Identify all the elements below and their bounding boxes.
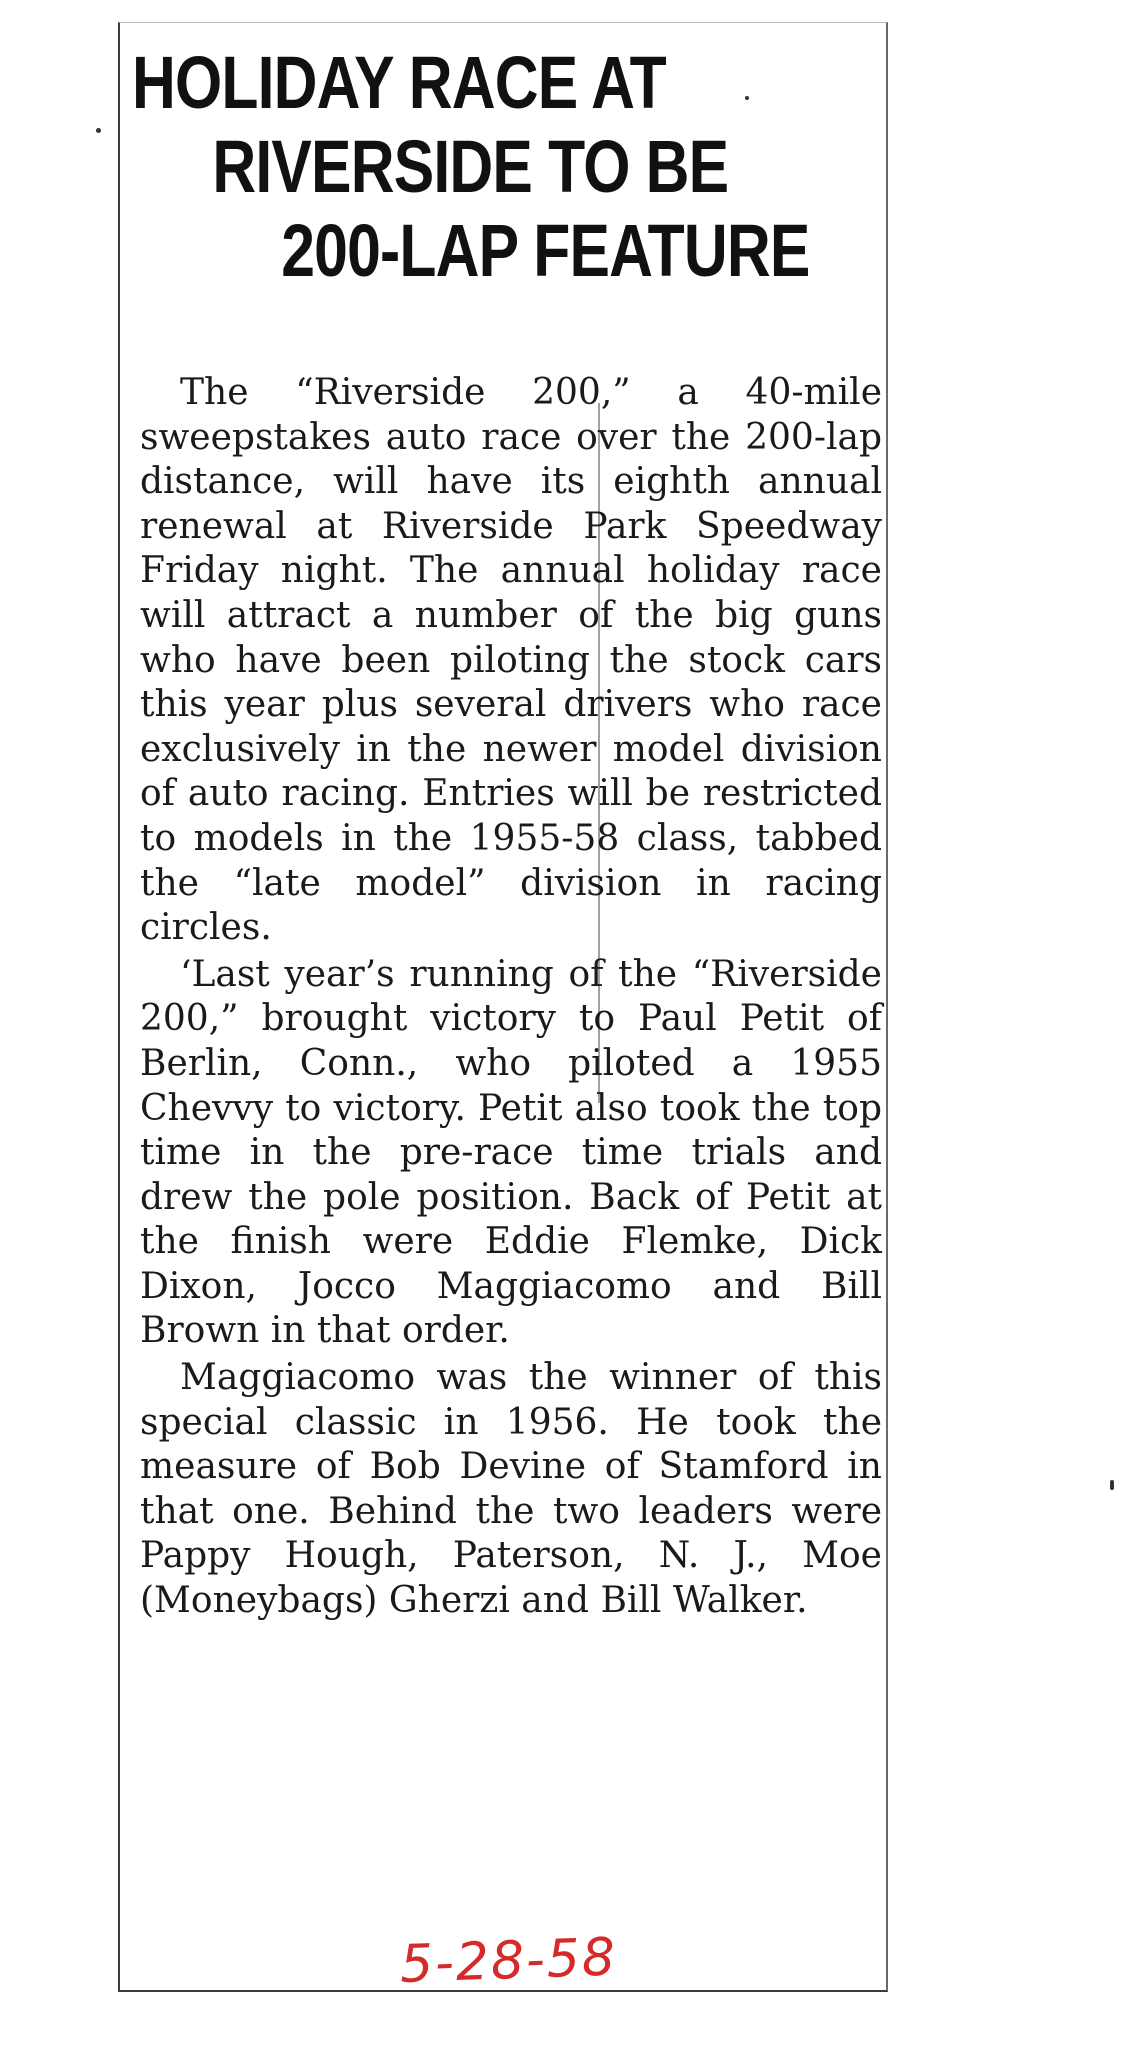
paragraph-2: ‘Last year’s running of the “Riverside 200,” brought victory to Paul Petit of Berlin, Conn., who piloted a 1955 Chevvy to victory. Petit also took the top time in the pre-race time trials and drew the pole position. Back of Petit at the finish were Eddie Flemke, Dick Dixon, Jocco Maggiacomo and Bill Brown in that order. bbox=[140, 953, 882, 1352]
headline-line-1: HOLIDAY RACE AT bbox=[132, 41, 666, 124]
article-body bbox=[140, 371, 882, 1624]
headline-line-2: RIVERSIDE TO BE bbox=[212, 125, 729, 208]
dust-speck bbox=[1110, 1480, 1114, 1490]
handwritten-date: 5-28-58 bbox=[398, 1927, 618, 1995]
headline bbox=[132, 41, 892, 293]
dust-speck bbox=[745, 96, 749, 100]
paragraph-1: The “Riverside 200,” a 40-mile sweepstakes auto race over the 200-lap distance, will have its eighth annual renewal at Riverside Park Speedway Friday night. The annual holiday race will attract a number of the big guns who have been piloting the stock cars this year plus several drivers who race exclusively in the newer model division of auto racing. Entries will be restricted to models in the 1955-58 class, tabbed the “late model” division in racing circles. bbox=[140, 372, 882, 949]
paragraph-3: Maggiacomo was the winner of this special classic in 1956. He took the measure of Bob Devine of Stamford in that one. Behind the two leaders were Pappy Hough, Paterson, N. J., Moe (Moneybags) Gherzi and Bill Walker. bbox=[140, 1357, 882, 1622]
headline-line-3: 200-LAP FEATURE bbox=[281, 209, 810, 292]
dust-speck bbox=[96, 128, 101, 133]
newspaper-clipping bbox=[118, 22, 888, 1992]
